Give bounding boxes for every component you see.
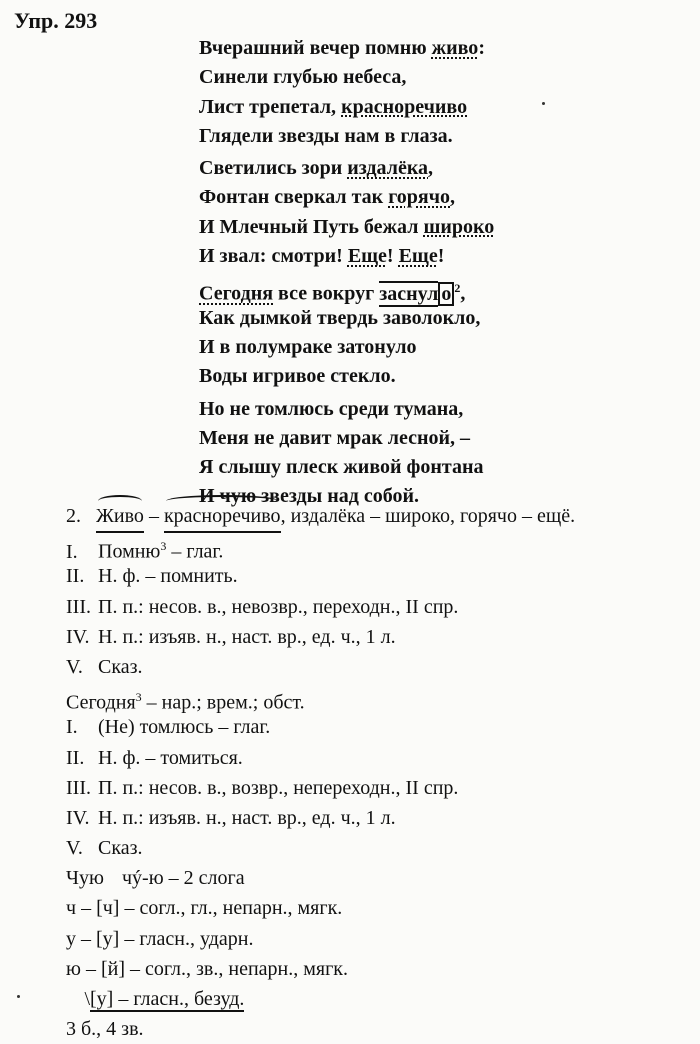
poem-line: И Млечный Путь бежал широко xyxy=(199,215,495,238)
analysis-row: V. Сказ. xyxy=(66,837,143,860)
stanza xyxy=(199,154,494,271)
phonetic-total: 3 б., 4 зв. xyxy=(66,1018,144,1041)
phonetic-row: ч – [ч] – согл., гл., непарн., мягк. xyxy=(66,897,343,920)
poem-line: Лист трепетал, красноречиво xyxy=(199,95,468,118)
phonetic-row: \[у] – гласн., безуд. xyxy=(66,984,575,1014)
footnote-mark: 3 xyxy=(135,690,142,705)
phonetic-row: у – [у] – гласн., ударн. xyxy=(66,927,254,950)
analysis-row: II. Н. ф. – помнить. xyxy=(66,565,238,588)
scan-speck xyxy=(542,102,545,105)
analysis-row: V. Сказ. xyxy=(66,655,143,678)
footnote-mark: 2 xyxy=(454,281,461,296)
footnote-mark: 3 xyxy=(160,539,167,554)
adverb-underlined: Сегодня xyxy=(199,283,274,306)
adverb-underlined: красноречиво xyxy=(341,95,468,118)
poem-line: Синели глубью небеса, xyxy=(199,66,407,89)
adverb-underlined: Еще xyxy=(347,245,387,268)
adverb-underlined: горячо xyxy=(388,186,450,209)
stanza xyxy=(199,274,494,391)
adverb-underlined: широко xyxy=(423,215,495,238)
branch-line: \ xyxy=(84,988,90,1010)
poem-line: Сегодня все вокруг заснул о $^2$, xyxy=(199,281,466,306)
phonetic-header: Чую чý-ю – 2 слога xyxy=(66,867,245,890)
scan-speck xyxy=(17,995,20,998)
poem-line: И в полумраке затонуло xyxy=(199,335,417,358)
morpheme-marked-word: Живо xyxy=(96,501,144,533)
poem-line: Вчерашний вечер помню живо: xyxy=(199,37,485,59)
adverb-underlined: Еще xyxy=(398,245,438,268)
phonetic-row: ю – [й] – согл., зв., непарн., мягк. xyxy=(66,957,349,980)
word-ending-box: о xyxy=(438,282,454,306)
poem-line: Светились зори издалёка, xyxy=(199,157,434,180)
poem-line: Фонтан сверкал так горячо, xyxy=(199,186,455,209)
analysis-row: I. Помню$^3$ – глаг. xyxy=(66,539,224,563)
exercise-title: Упр. 293 xyxy=(14,8,98,33)
poem-line: Глядели звезды нам в глаза. xyxy=(199,124,453,147)
word-stem: заснул xyxy=(379,283,439,306)
poem-line: И звал: смотри! Еще! Еще! xyxy=(199,245,445,268)
task-number: 2. xyxy=(66,505,81,527)
analysis-section xyxy=(66,501,575,1044)
analysis-row: III. П. п.: несов. в., невозвр., переходн., II спр. xyxy=(66,595,459,618)
poem-line: Я слышу плеск живой фонтана xyxy=(199,456,484,479)
adverb-analysis-row: Сегодня$^3$ – нар.; врем.; обст. xyxy=(66,690,305,714)
stanza xyxy=(199,395,494,512)
adverb-underlined: издалёка xyxy=(347,157,429,180)
poem-line: И чую звезды над собой. xyxy=(199,485,420,508)
morpheme-marked-word: красноречиво xyxy=(164,501,281,533)
analysis-row: I. (Не) томлюсь – глаг. xyxy=(66,716,271,739)
poem-line: Как дымкой твердь заволокло, xyxy=(199,306,481,329)
poem-line: Меня не давит мрак лесной, – xyxy=(199,426,471,449)
task-2-line: 2. Живо – красноречиво, издалёка – широко, горячо – ещё. xyxy=(66,501,575,531)
adverb-underlined: живо xyxy=(431,37,479,59)
poem-line: Воды игривое стекло. xyxy=(199,365,396,388)
analysis-row: IV. Н. п.: изъяв. н., наст. вр., ед. ч., 1 л. xyxy=(66,806,396,829)
analysis-row: II. Н. ф. – томиться. xyxy=(66,746,243,769)
analysis-row: III. П. п.: несов. в., возвр., непереходн., II спр. xyxy=(66,776,459,799)
analysis-row: IV. Н. п.: изъяв. н., наст. вр., ед. ч., 1 л. xyxy=(66,625,396,648)
poem-line: Но не томлюсь среди тумана, xyxy=(199,397,464,420)
poem xyxy=(199,34,494,515)
stanza xyxy=(199,34,494,151)
